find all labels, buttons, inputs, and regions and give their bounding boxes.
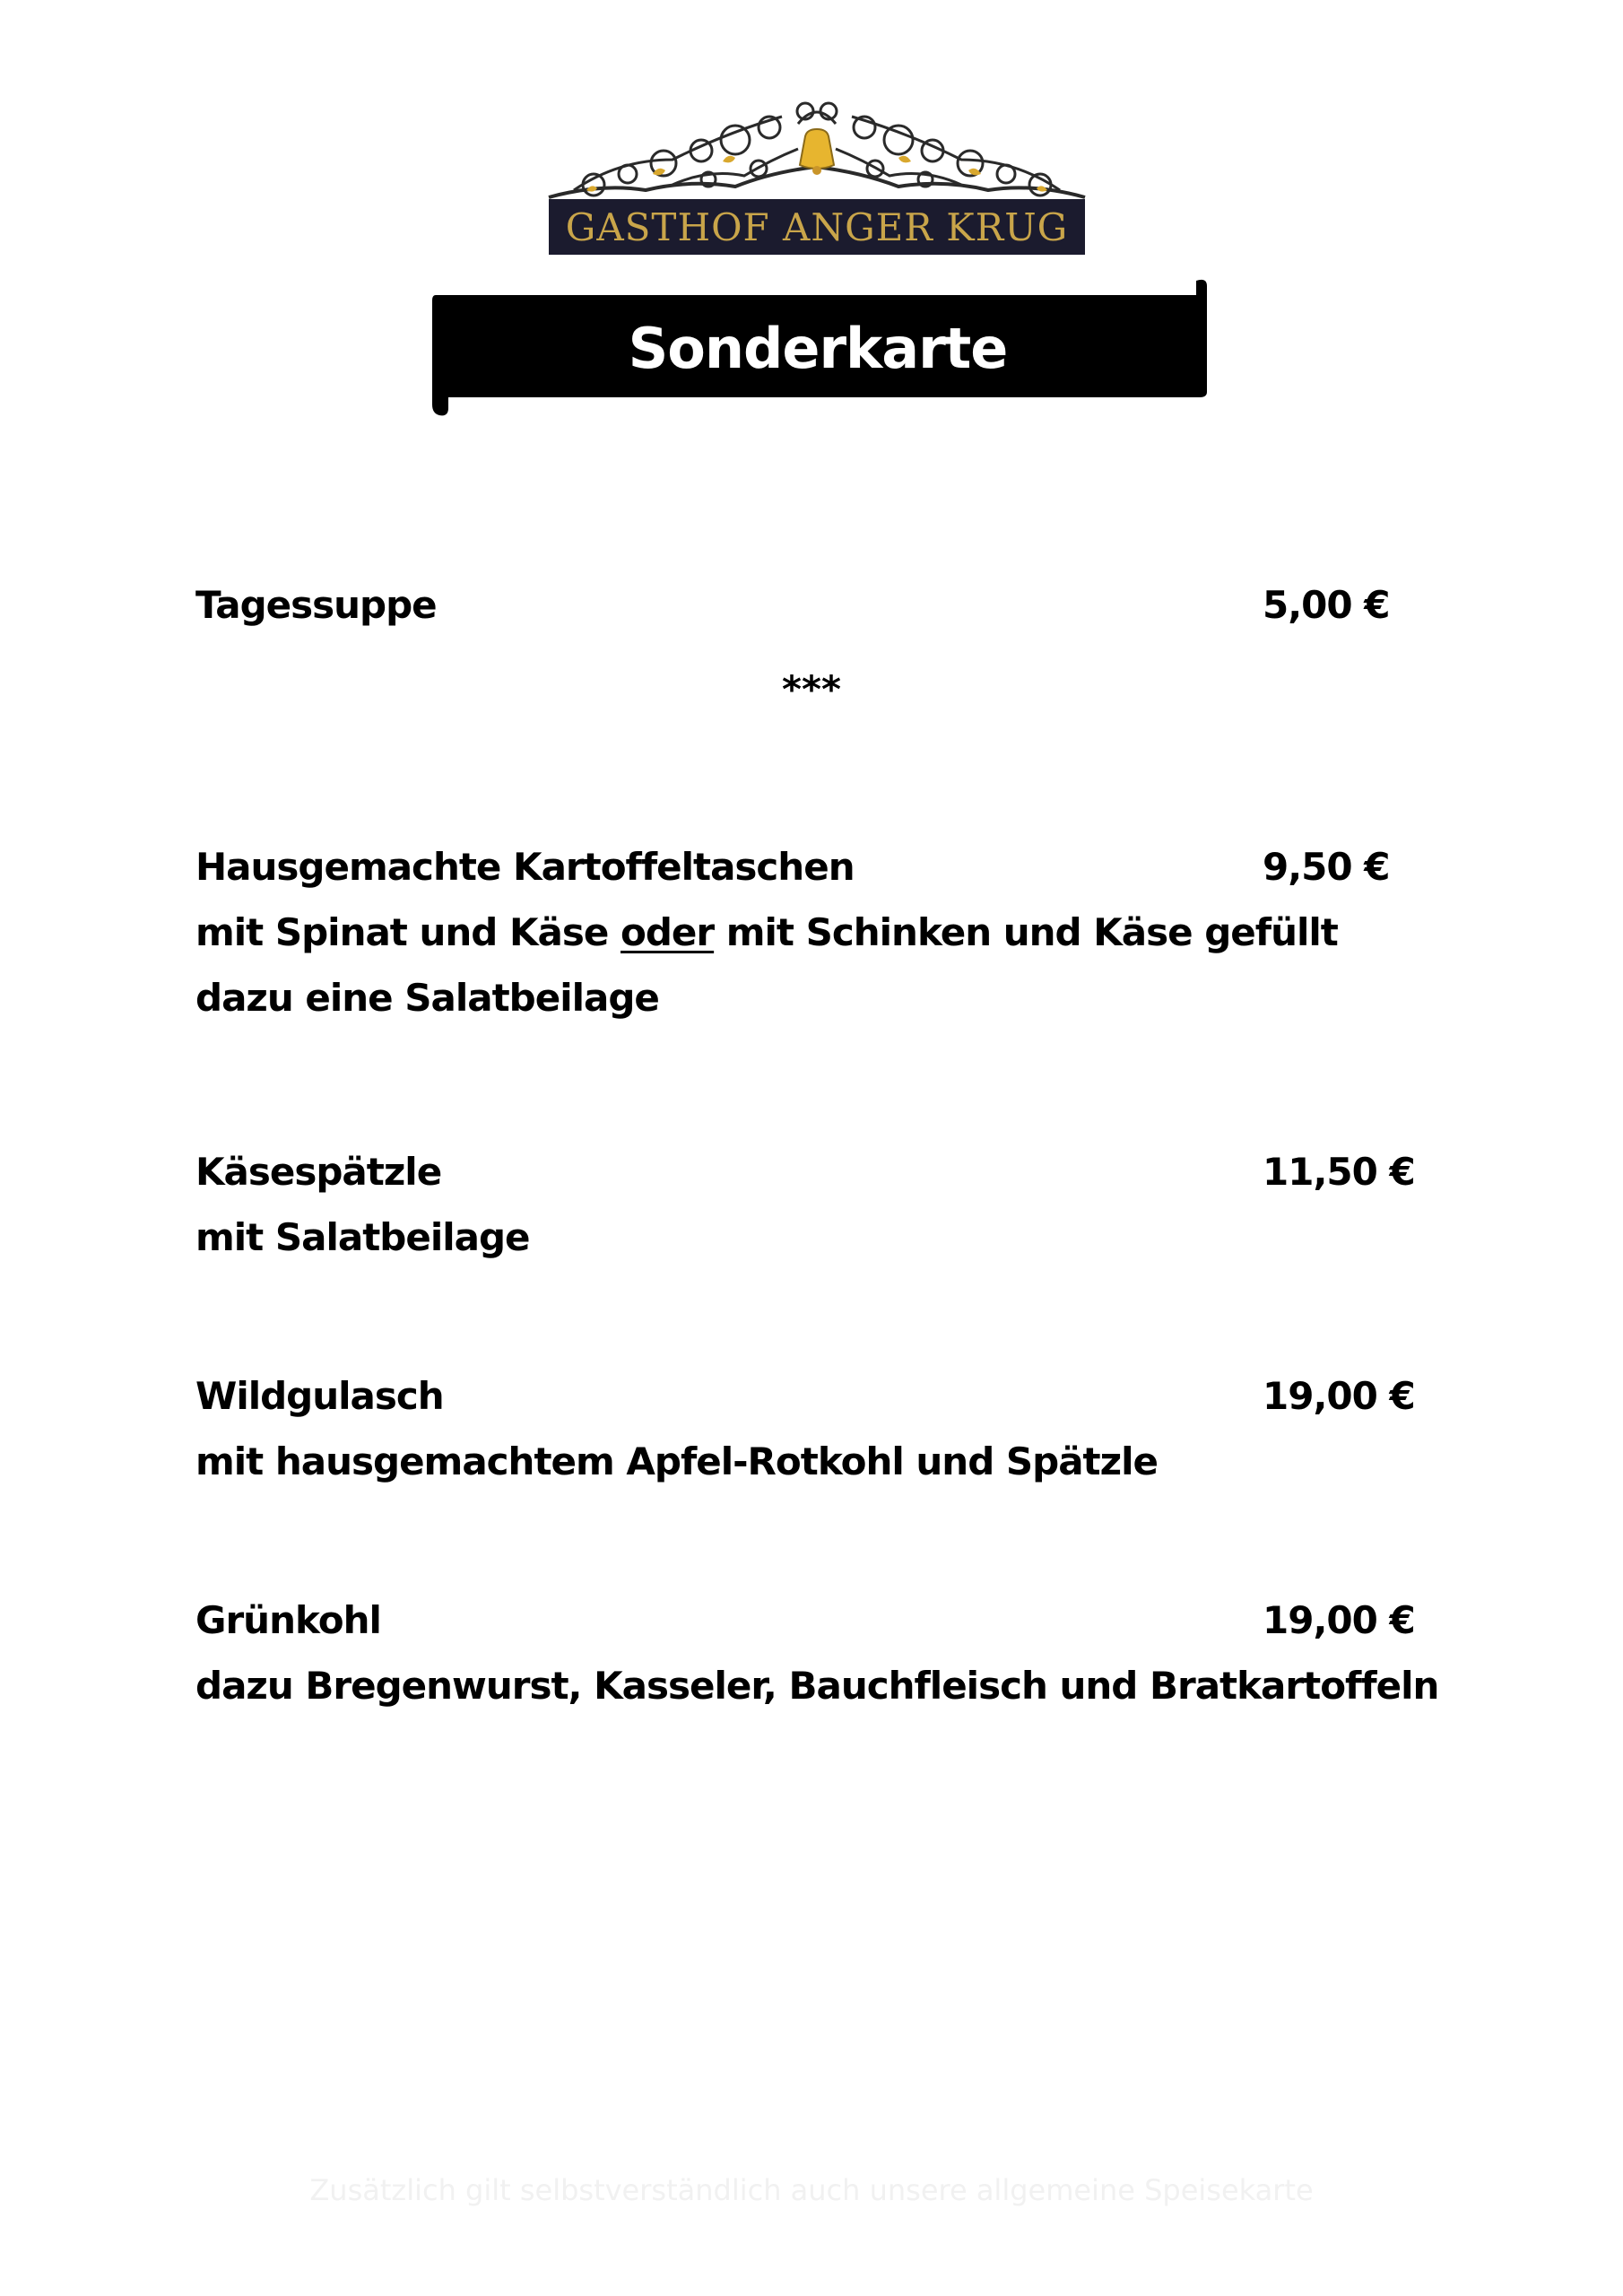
footnote: Zusätzlich gilt selbstverständlich auch unsere allgemeine Speisekarte: [309, 2173, 1314, 2207]
restaurant-logo: [547, 97, 1087, 257]
description-text: mit Spinat und Käse: [195, 910, 621, 954]
menu-item-price: 5,00 €: [1263, 583, 1390, 627]
description-emphasis: oder: [621, 910, 715, 954]
description-text: mit Schinken und Käse gefüllt: [714, 910, 1338, 954]
menu-item-name: Wildgulasch: [195, 1374, 444, 1418]
page-title: Sonderkarte: [628, 316, 1008, 381]
menu-item-description: dazu Bregenwurst, Kasseler, Bauchfleisch und Bratkartoffeln: [195, 1664, 1439, 1708]
menu-item-price: 19,00 €: [1263, 1598, 1415, 1642]
menu-item-price: 11,50 €: [1263, 1150, 1415, 1194]
menu-item-price: 9,50 €: [1263, 845, 1390, 889]
logo-ironwork-icon: [547, 97, 1087, 257]
menu-item-description: dazu eine Salatbeilage: [195, 976, 659, 1020]
menu-item-name: Grünkohl: [195, 1598, 381, 1642]
menu-item-description: [195, 909, 1338, 957]
logo-text: GASTHOF ANGER KRUG: [565, 205, 1069, 249]
menu-item-name: Käsespätzle: [195, 1150, 442, 1194]
separator: ***: [782, 667, 841, 711]
title-banner: [429, 274, 1207, 417]
menu-item-name: Tagessuppe: [195, 583, 437, 627]
menu-item-price: 19,00 €: [1263, 1374, 1415, 1418]
menu-item-description: mit hausgemachtem Apfel-Rotkohl und Spätzle: [195, 1439, 1158, 1483]
menu-item-description: mit Salatbeilage: [195, 1215, 530, 1259]
menu-item-name: Hausgemachte Kartoffeltaschen: [195, 845, 855, 889]
